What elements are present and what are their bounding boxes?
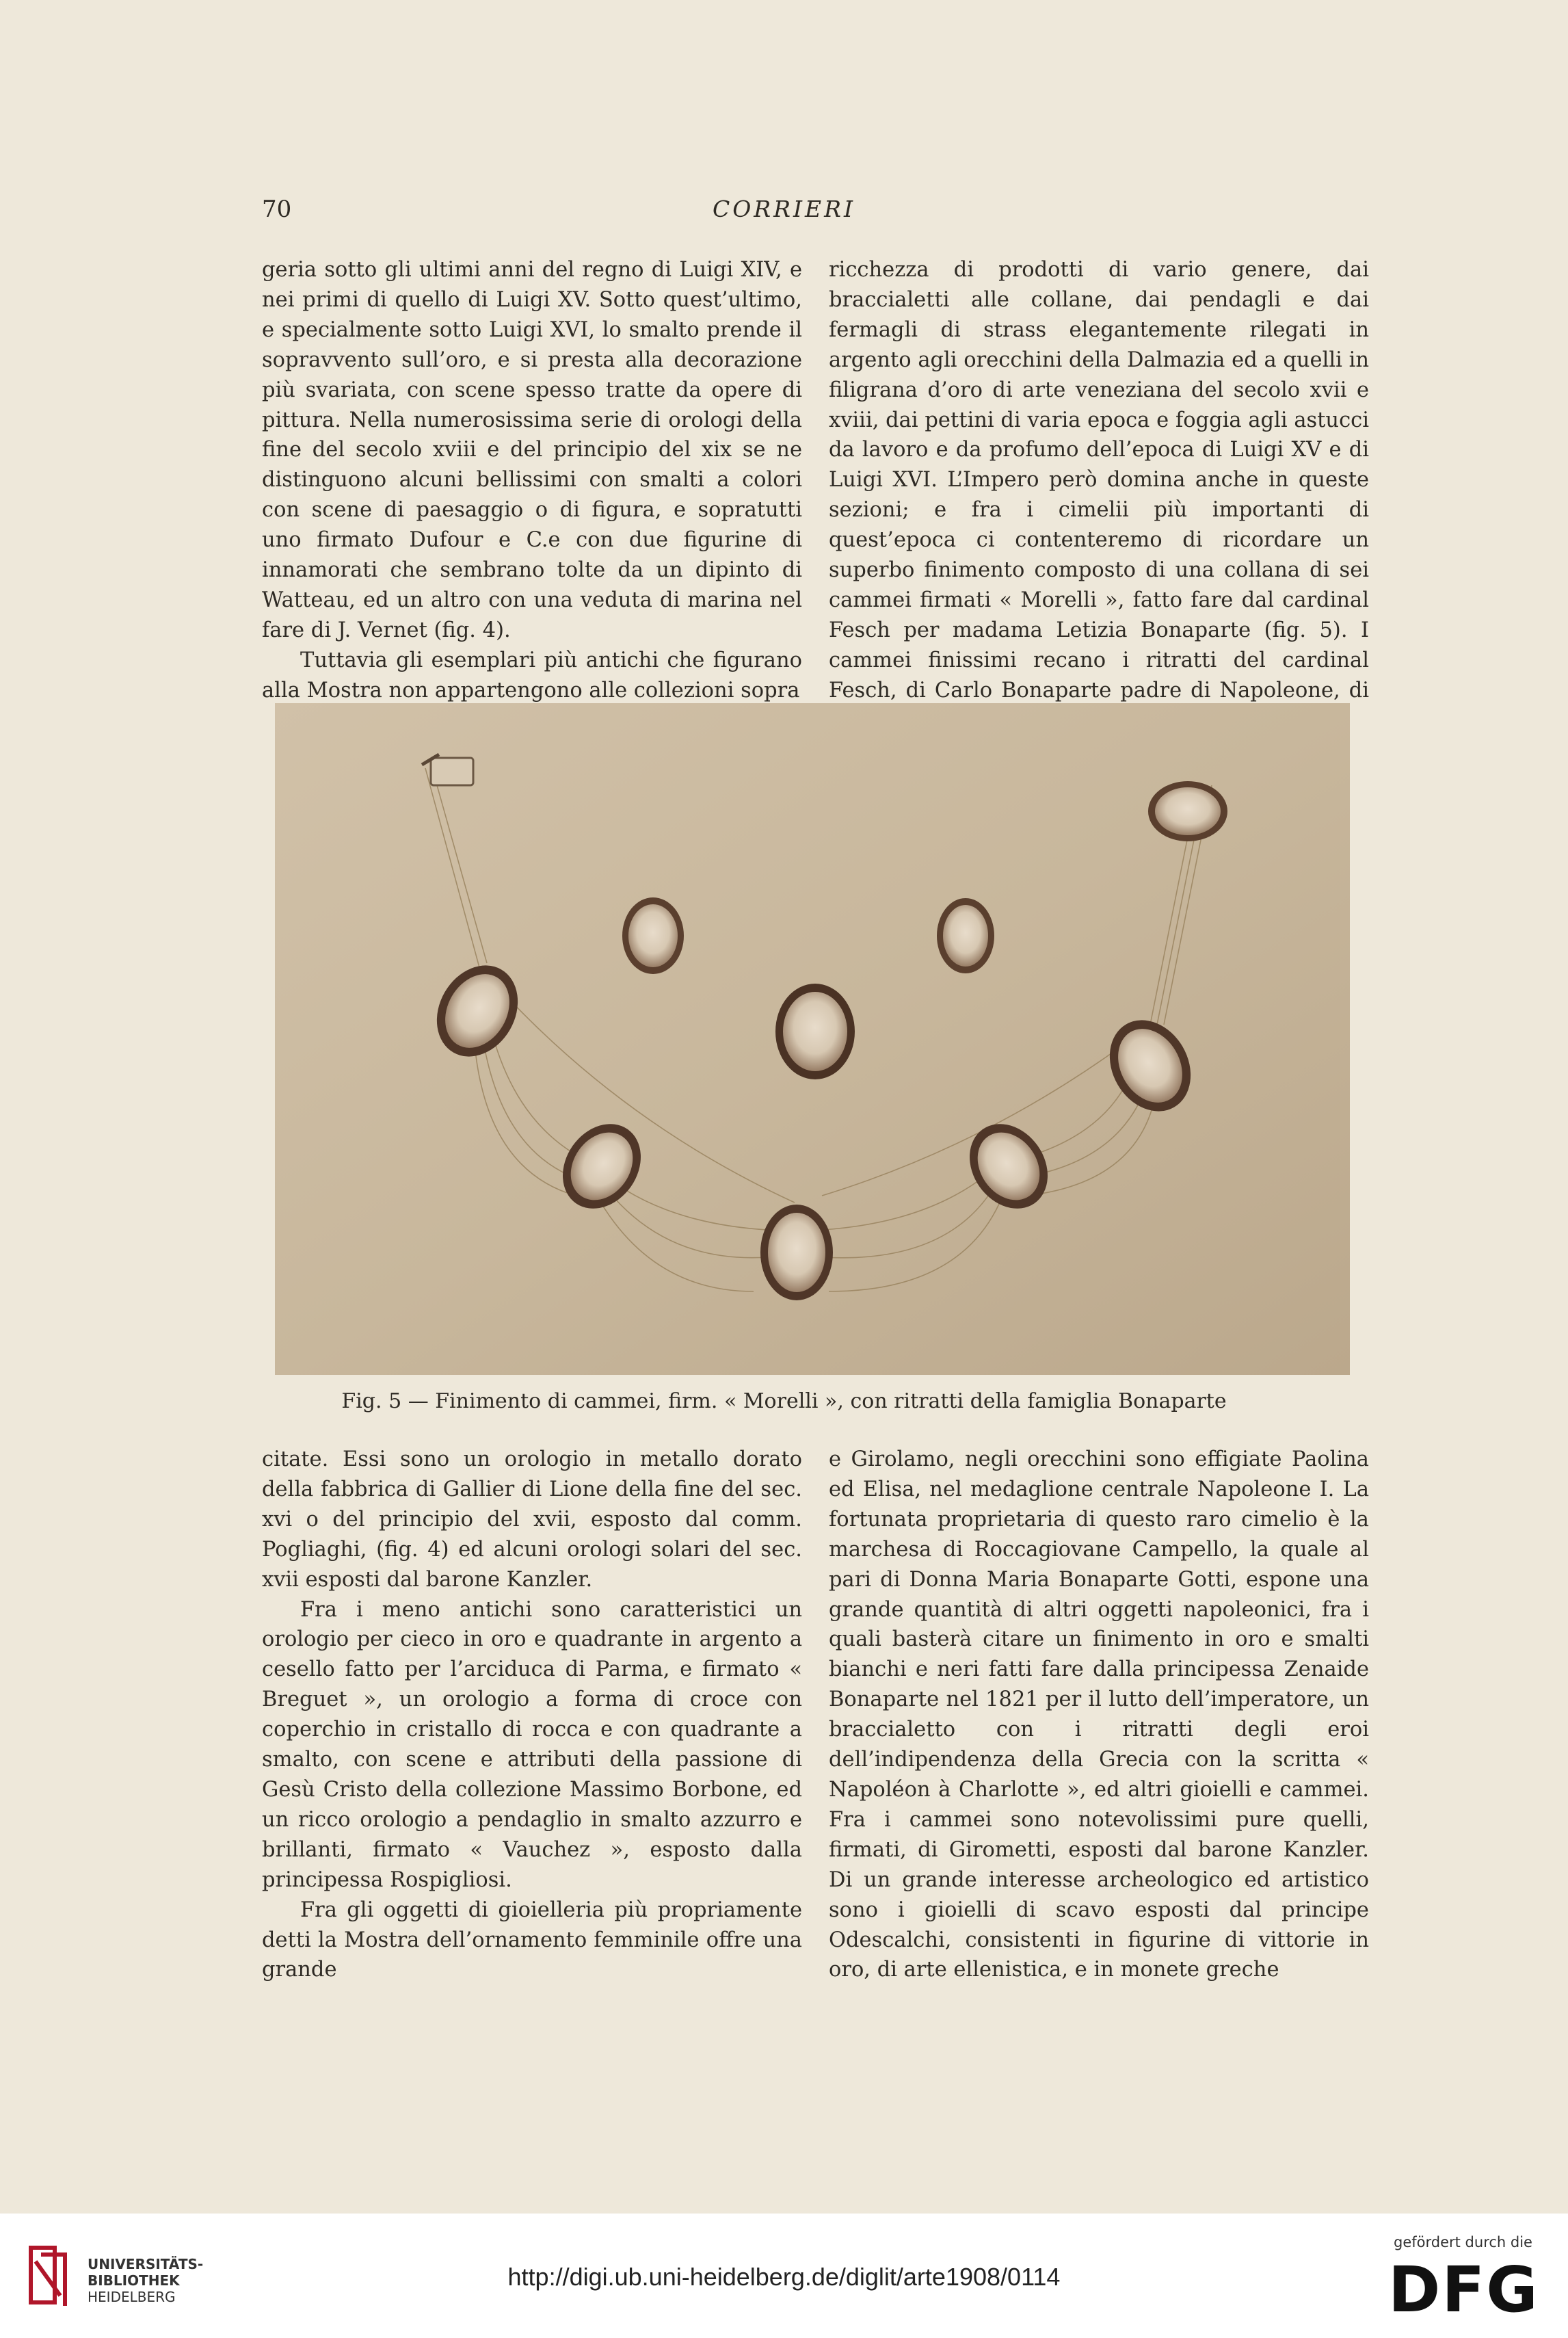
footer-bar bbox=[0, 2214, 1568, 2338]
paragraph: Fra i meno antichi sono caratteristici un orologio per cieco in oro e quadrante in argento a cesello fatto per l’arciduca di Parma, e firmato « Breguet », un orologio a forma di croce con coperchio in cristallo di rocca e con quadrante a smalto, con scene e attributi della passione di Gesù Cristo della collezione Massimo Borbone, ed un ricco orologio a pendaglio in smalto azzurro e brillanti, firmato « Vauchez », esposto dalla principessa Rospigliosi. bbox=[262, 1597, 802, 1892]
running-title: CORRIERI bbox=[712, 196, 855, 222]
earring-cameo bbox=[622, 897, 684, 974]
column-bottom-right bbox=[829, 1445, 1369, 1985]
figure-caption: Fig. 5 — Finimento di cammei, firm. « Morelli », con ritratti della famiglia Bonaparte bbox=[341, 1389, 1227, 1413]
cameo-pendant bbox=[1148, 781, 1227, 841]
paragraph: Tuttavia gli esemplari più antichi che figurano alla Mostra non appartengono alle collezioni sopra bbox=[262, 648, 802, 702]
paragraph: e Girolamo, negli orecchini sono effigiate Paolina ed Elisa, nel medaglione centrale Napoleone I. La fortunata proprietaria di questo raro cimelio è la marchesa di Roccagiovane Campello, la quale al pari di Donna Maria Bonaparte Gotti, espone una grande quantità di altri oggetti napoleonici, fra i quali basterà citare un finimento in oro e smalti bianchi e neri fatti fare dalla principessa Zenaide Bonaparte nel 1821 per il lutto dell’imperatore, un braccialetto con i ritratti degli eroi dell’indipendenza della Grecia con la scritta « Napoléon à Charlotte », ed altri gioielli e cammei. Fra i cammei sono notevolissimi pure quelli, firmati, di Girometti, esposti dal barone Kanzler. Di un grande interesse archeologico ed artistico sono i gioielli di scavo esposti dal principe Odescalchi, consistenti in figurine di vittorie in oro, di arte ellenistica, e in monete greche bbox=[829, 1447, 1369, 1982]
dfg-logo: DFG bbox=[1388, 2253, 1539, 2326]
library-name-line: HEIDELBERG bbox=[88, 2289, 176, 2305]
earring-cameo bbox=[937, 898, 994, 973]
paragraph: ricchezza di prodotti di vario genere, dai braccialetti alle collane, dai pendagli e dai fermagli di strass elegantemente rilegati in argento agli orecchini della Dalmazia ed a quelli in filigrana d’oro di arte veneziana del secolo xvii e xviii, dai pettini di varia epoca e foggia agli astucci da lavoro e da profumo dell’epoca di Luigi XV e di Luigi XVI. L’Impero però domina anche in queste sezioni; e fra i cimelii più importanti di quest’epoca ci contenteremo di ricordare un superbo finimento composto di una collana di sei cammei firmati « Morelli », fatto fare dal cardinal Fesch per madama Letizia Bonaparte (fig. 5). I cammei finissimi recano i ritratti del cardinal Fesch, di Carlo Bonaparte padre di Napoleone, di bbox=[829, 258, 1369, 702]
column-top-right bbox=[829, 255, 1369, 736]
paragraph: citate. Essi sono un orologio in metallo dorato della fabbrica di Gallier di Lione della fine del sec. xvi o del principio del xvii, esposto dal comm. Pogliaghi, (fig. 4) ed alcuni orologi solari del sec. xvii esposti dal barone Kanzler. bbox=[262, 1447, 802, 1592]
digital-object-url[interactable]: http://digi.ub.uni-heidelberg.de/diglit/arte1908/0114 bbox=[507, 2263, 1061, 2291]
library-name-line: UNIVERSITÄTS- bbox=[88, 2256, 204, 2272]
column-bottom-left bbox=[262, 1445, 802, 1985]
paragraph: geria sotto gli ultimi anni del regno di Luigi XIV, e nei primi di quello di Luigi XV. Sotto quest’ultimo, e specialmente sotto Luigi XVI, lo smalto prende il sopravvento sull’oro, e si presta alla decorazione più svariata, con scene spesso tratte da opere di pittura. Nella numerosissima serie di orologi della fine del secolo xviii e del principio del xix se ne distinguono alcuni bellissimi con smalti a colori con scene di paesaggio o di figura, e sopratutti uno firmato Dufour e C.e con due figurine di innamorati che sembrano tolte da un dipinto di Watteau, ed un altro con una veduta di marina nel fare di J. Vernet (fig. 4). bbox=[262, 258, 802, 642]
funding-label: gefördert durch die bbox=[1394, 2234, 1532, 2250]
central-medallion bbox=[775, 984, 855, 1079]
paragraph: Fra gli oggetti di gioielleria più propriamente detti la Mostra dell’ornamento femminile offre una grande bbox=[262, 1897, 802, 1982]
column-top-left bbox=[262, 255, 802, 706]
library-name-line: BIBLIOTHEK bbox=[88, 2272, 180, 2289]
cameo-necklace-photograph bbox=[275, 703, 1350, 1375]
page-number: 70 bbox=[262, 196, 292, 223]
cameo-center-bottom bbox=[760, 1205, 833, 1300]
